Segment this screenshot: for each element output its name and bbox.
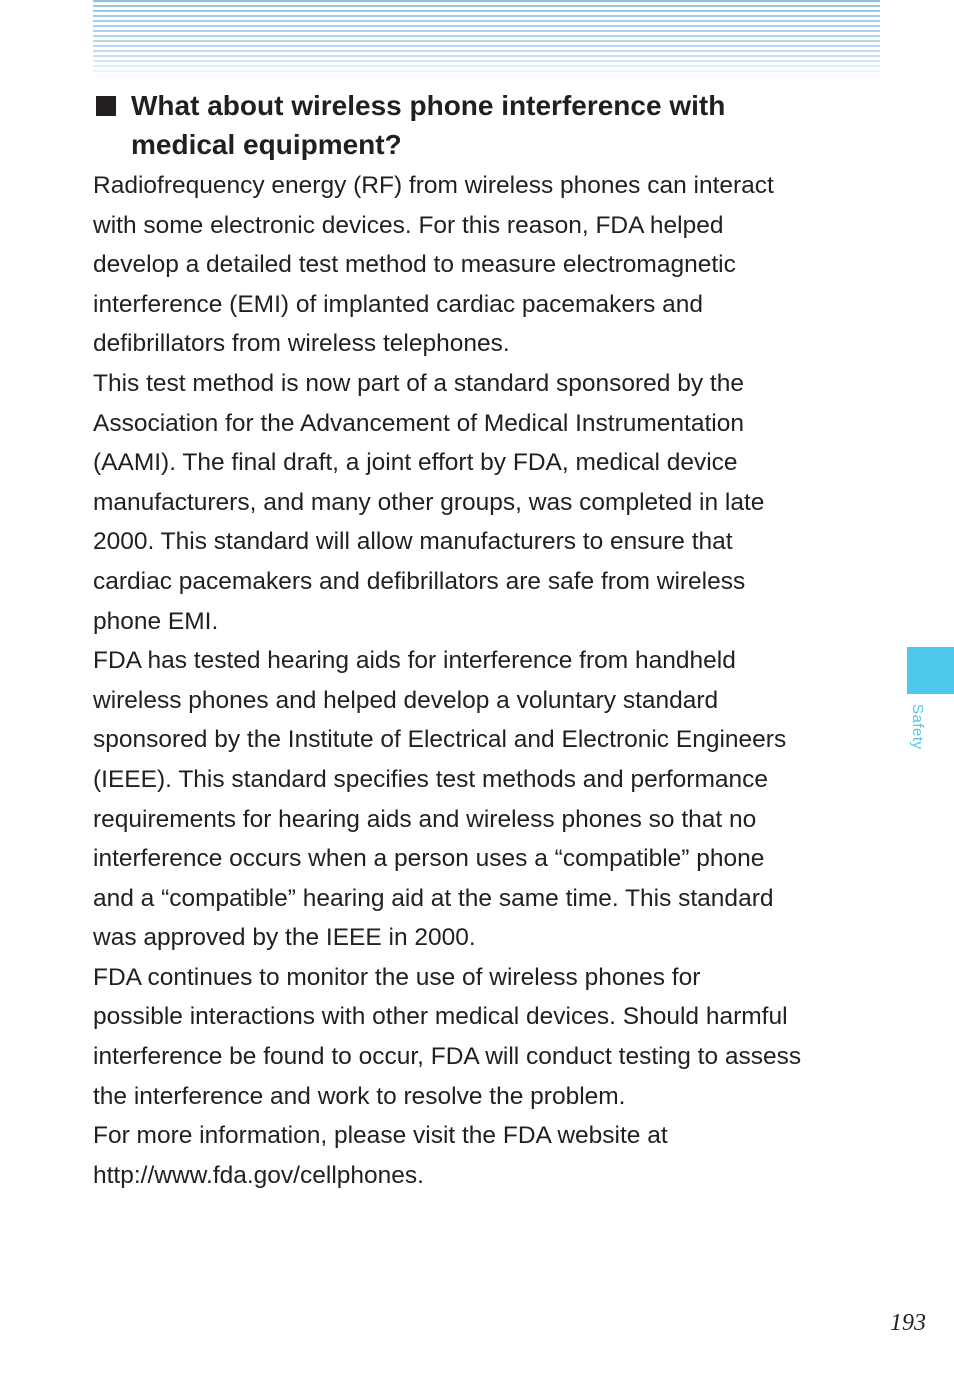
text-line: interference (EMI) of implanted cardiac pacemakers and [93,290,704,318]
text-line: (IEEE). This standard specifies test methods and performance [93,765,768,793]
text-line: FDA has tested hearing aids for interference from handheld [93,647,736,675]
text-line: (AAMI). The final draft, a joint effort by FDA, medical device [93,449,738,477]
body-text [93,166,893,1195]
text-line: interference occurs when a person uses a “compatible” phone [93,845,765,873]
text-line: the interference and work to resolve the problem. [93,1082,626,1110]
text-line: For more information, please visit the FDA website at [93,1122,668,1150]
heading-line-1: What about wireless phone interference with [131,90,726,121]
section-heading [93,86,893,164]
text-line: sponsored by the Institute of Electrical and Electronic Engineers [93,726,787,754]
page-number: 193 [890,1310,926,1336]
text-line: requirements for hearing aids and wireless phones so that no [93,805,757,833]
paragraph-aami-standard [93,364,893,641]
text-line: manufacturers, and many other groups, was completed in late [93,488,765,516]
text-line: FDA continues to monitor the use of wireless phones for [93,963,701,991]
paragraph-rf-energy [93,166,893,364]
text-line: defibrillators from wireless telephones. [93,330,510,358]
text-line: and a “compatible” hearing aid at the same time. This standard [93,884,774,912]
text-line: Association for the Advancement of Medical Instrumentation [93,409,744,437]
text-line: wireless phones and helped develop a voluntary standard [93,686,719,714]
paragraph-hearing-aids [93,641,893,958]
header-stripe-band [93,0,880,78]
fda-website-link: http://www.fda.gov/cellphones. [93,1161,424,1189]
black-square-icon [96,96,116,116]
text-line: with some electronic devices. For this reason, FDA helped [93,211,724,239]
section-tab-label: Safety [909,704,926,750]
text-line: This test method is now part of a standard sponsored by the [93,369,744,397]
text-line: interference be found to occur, FDA will conduct testing to assess [93,1043,802,1071]
text-line: Radiofrequency energy (RF) from wireless phones can interact [93,172,774,199]
paragraph-more-info [93,1116,893,1195]
section-tab-marker [907,647,954,694]
text-line: was approved by the IEEE in 2000. [93,924,476,952]
text-line: possible interactions with other medical devices. Should harmful [93,1003,788,1031]
paragraph-monitoring [93,958,893,1116]
heading-line-2: medical equipment? [131,129,402,160]
text-line: 2000. This standard will allow manufacturers to ensure that [93,528,733,556]
text-line: develop a detailed test method to measure electromagnetic [93,251,736,279]
text-line: cardiac pacemakers and defibrillators are safe from wireless [93,567,746,595]
text-line: phone EMI. [93,607,219,635]
